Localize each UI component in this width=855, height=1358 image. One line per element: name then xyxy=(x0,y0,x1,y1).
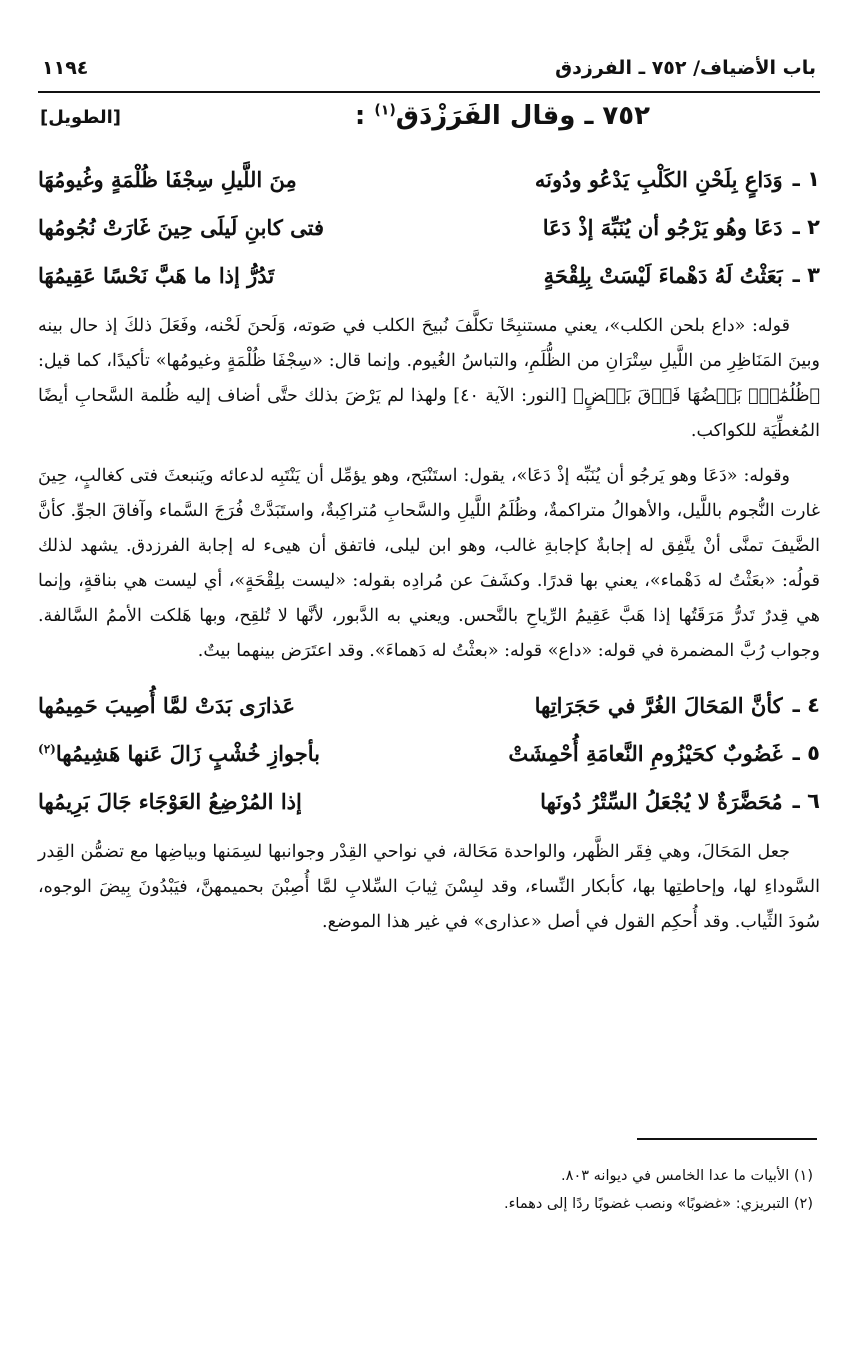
verse-second-hemistich: فتى كابنِ لَيلَى حِينَ غَارَتْ نُجُومُها xyxy=(38,214,325,240)
verse-group xyxy=(38,681,820,825)
commentary-paragraph: قوله: «داع بلحن الكلب»، يعني مستنبِحًا تكلَّفَ نُبيحَ الكلب في صَوته، وَلَحنَ لَحْنه، وفَعَلَ ذلكَ إذ حال بينه وبينَ المَنَاظِرِ من اللَّيلِ سِتْرَانِ من الظُّلَمِ، والتباسُ الغُيوم. وإنما قال: «سِجْفَا ظُلْمَةٍ وغيومُها» تأكيدًا، كما قيل: ﴿ظُلُمَٰتٌۢ بَعۡضُهَا فَوۡقَ بَعۡضٍ﴾ [النور: الآية ٤٠] ولهذا لم يَرْضَ بذلك حتَّى أضاف إليه ظُلمة السَّحابِ أيضًا المُغطِّيَة للكواكب. xyxy=(38,316,820,441)
verse-first-hemistich: مُحَضَّرَةٌ لا يُجْعَلُ السِّتْرُ دُونَها xyxy=(540,788,783,814)
verse-line xyxy=(38,203,820,251)
verse-line xyxy=(38,251,820,299)
verse-second-hemistich: بأجوازِ خُشْبٍ زَالَ عَنها هَشِيمُها$^{(٢)}$ xyxy=(38,740,320,766)
verse-second-hemistich: تَدُرُّ إذا ما هَبَّ نَحْسًا عَقِيمُهَا xyxy=(38,262,275,288)
footnote-divider xyxy=(637,1138,817,1140)
verse-first-hemistich: دَعَا وهُو يَرْجُو أن يُنَبِّهَ إذْ دَعَا xyxy=(542,214,783,240)
commentary-paragraph: وقوله: «دَعَا وهو يَرجُو أن يُنَبِّه إذْ دَعَا»، يقول: استَنْبَح، وهو يؤمِّل أن يَنْتَبِه لدعائه ويَنبعثَ فتى كغالبٍ، حِينَ غارت النُّجوم باللَّيل، والأهوالُ متراكمةٌ، وظُلَمُ اللَّيلِ والسَّحابِ مُتراكِبةٌ، واستَبَدَّتْ فُرَجَ السَّماء وآفاقَ الجوِّ. كأنَّ الضَّيفَ تمنَّى أنْ يتَّفِق له إجابةٌ كإجابةِ غالب، وهو ابن ليلى، فاتفق أن هيىء له إجابة الفرزدق. يشهد لذلك قولُه: «بعَثْتُ له دَهْماء»، يعني بها قدرًا. وكشَفَ عن مُرادِه بقوله: «ليست بلِقْحَةٍ»، أي ليست هي بناقةٍ، وإنما هي قِدرٌ تَدرُّ مَرَقَتُها إذا هَبَّ عَقِيمُ الرِّياحِ بالنَّحس. ويعني به الدَّبور، لأنَّها لا تُلقِح، وبها هَلكت الأممُ السَّالفة. وجواب رُبَّ المضمرة في قوله: «داع» قوله: «بعثْتُ له دَهماءَ». وقد اعتَرَض بينهما بيتٌ. xyxy=(38,466,820,661)
verse-number: ٣ ـ xyxy=(792,262,820,287)
running-header xyxy=(38,55,820,93)
verse-line xyxy=(38,681,820,729)
verse-group xyxy=(38,155,820,299)
poem-title-row xyxy=(38,101,820,155)
verse-number: ٢ ـ xyxy=(792,214,820,239)
verse-first-hemistich: غَضُوبٌ كحَيْزُومِ النَّعامَةِ أُحْمِشَتْ xyxy=(508,740,783,766)
verse-first-hemistich: وَدَاعٍ بِلَحْنِ الكَلْبِ يَدْعُو ودُونَه xyxy=(534,166,783,192)
verse-second-hemistich: مِنَ اللَّيلِ سِجْفَا ظُلْمَةٍ وغُيومُهَا xyxy=(38,166,297,192)
commentary-paragraph: جعل المَحَالَ، وهي فِقَر الظَّهر، والواحدة مَحَالة، في نواحي القِدْر وجوانبها لسِمَنها وبياضِها مع تضمُّن القِدر السَّوداءِ لها، وإحاطتِها بها، كأبكار النِّساء، وقد لبِسْنَ ثِيابَ السِّلابِ لمَّا أُصِبْنَ بحميمهنَّ، فيَبْدُونَ بِيضَ الوجوه، سُودَ الثِّياب. وقد أُحكِم القول في أصل «عذارى» في غير هذا الموضع. xyxy=(38,842,820,932)
verse-line xyxy=(38,729,820,777)
footnote: (٢) التبريزي: «غضوبًا» ونصب غضوبًا ردًا إلى دهماء. xyxy=(503,1196,813,1212)
footnote-ref: (١) xyxy=(374,102,396,119)
footnote-ref: (٢) xyxy=(38,741,56,756)
verse-line xyxy=(38,777,820,825)
section-title: باب الأضياف/ ٧٥٢ ـ الفرزدق xyxy=(555,57,816,79)
verse-second-hemistich: إذا المُرْضِعُ العَوْجَاء جَالَ بَرِيمُها xyxy=(38,788,302,814)
page xyxy=(38,55,820,940)
verse-second-hemistich: عَذارَى بَدَتْ لمَّا أُصِيبَ حَمِيمُها xyxy=(38,692,296,718)
meter-label: [الطويل] xyxy=(40,107,122,128)
verse-number: ١ ـ xyxy=(792,166,820,191)
verse-number: ٦ ـ xyxy=(792,788,820,813)
footnote: (١) الأبيات ما عدا الخامس في ديوانه ٨٠٣. xyxy=(561,1168,813,1184)
verse-number: ٤ ـ xyxy=(792,692,820,717)
verse-line xyxy=(38,155,820,203)
verse-first-hemistich: بَعَثْتُ لَهُ دَهْماءَ لَيْسَتْ بِلِقْحَةٍ xyxy=(543,262,783,288)
footnotes xyxy=(33,1162,813,1218)
verse-first-hemistich: كأنَّ المَحَالَ الغُرَّ في حَجَرَاتِها xyxy=(534,692,783,718)
poem-title: ٧٥٢ ـ وقال الفَرَزْدَق$^{(١)}$ : xyxy=(354,101,650,131)
page-number: ١١٩٤ xyxy=(42,57,89,79)
verse-number: ٥ ـ xyxy=(792,740,820,765)
